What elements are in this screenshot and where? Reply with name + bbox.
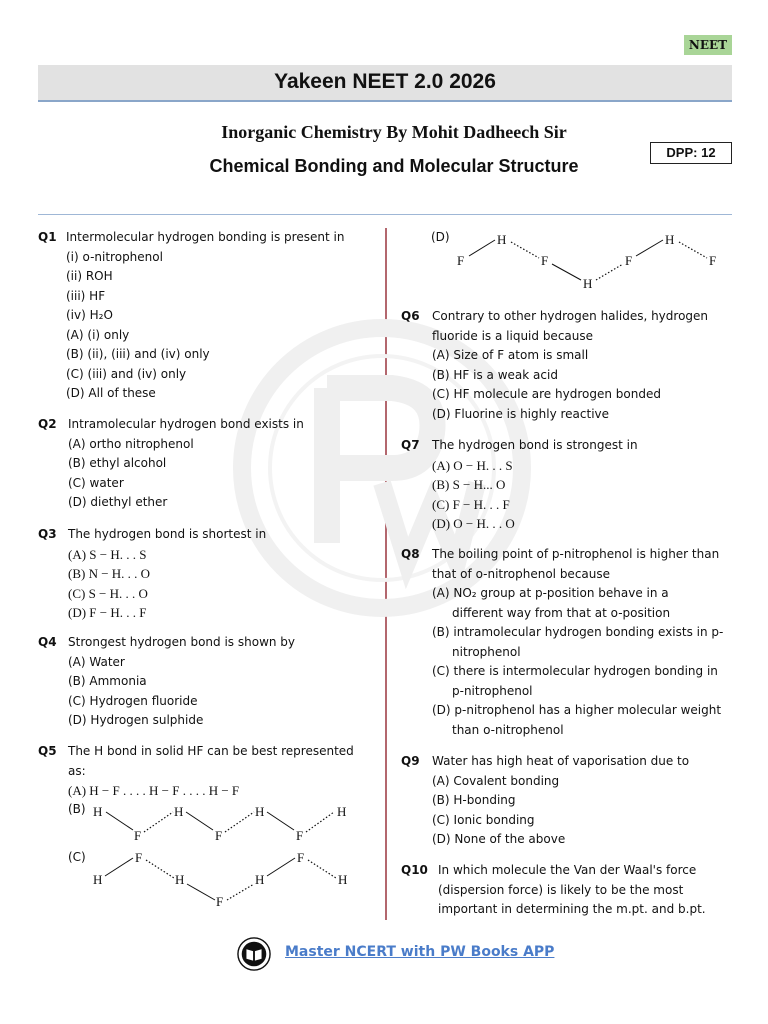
atom-f: F [625,253,633,268]
option-a: (A) S − H. . . S [68,546,147,562]
question-4 [38,633,378,733]
option-b: (B) intramolecular hydrogen bonding exists in p- [432,625,724,639]
question-6 [401,307,736,421]
list-item: (i) o-nitrophenol [66,249,163,264]
list-item: (iv) H₂O [66,308,113,322]
question-number: Q7 [401,438,420,452]
question-stem-cont: important in determining the m.pt. and b.pt. [438,902,706,916]
question-stem: The H bond in solid HF can be best represented [68,744,354,758]
option-a-cont: different way from that at o-position [452,605,671,620]
option-a: (A) (i) only [66,327,130,342]
question-stem: In which molecule the Van der Waal's force [438,863,697,877]
question-stem: Intramolecular hydrogen bond exists in [68,417,304,431]
option-b: (B) S − H... O [432,477,506,492]
subject-heading: Inorganic Chemistry By Mohit Dadheech Sir [221,122,567,142]
option-b: (B) ethyl alcohol [68,456,167,470]
option-d: (D) Fluorine is highly reactive [432,406,610,421]
option-b-label: (B) [68,802,86,816]
question-stem: Water has high heat of vaporisation due to [432,754,690,768]
question-stem: The hydrogen bond is strongest in [432,438,638,452]
atom-h: H [255,872,265,887]
question-10 [401,861,736,921]
option-c: (C) HF molecule are hydrogen bonded [432,387,661,401]
atom-f: F [215,828,223,843]
option-a: (A) Water [68,654,125,669]
option-c-cont: p-nitrophenol [452,683,533,698]
dpp-label: DPP: 12 [650,142,732,164]
question-number: Q2 [38,417,57,431]
option-b: (B) HF is a weak acid [432,367,558,382]
question-number: Q3 [38,527,57,541]
hf-chain-structure-d [455,228,725,293]
option-a: (A) ortho nitrophenol [68,436,194,451]
hf-chain-structure-b [88,798,358,843]
question-7 [401,436,736,536]
option-d: (D) p-nitrophenol has a higher molecular weight [432,703,722,717]
atom-h: H [337,804,347,819]
option-c: (C) Ionic bonding [432,812,535,827]
option-d: (D) All of these [66,386,156,400]
question-stem: The hydrogen bond is shortest in [68,527,267,541]
atom-f: F [297,850,305,865]
option-c: (C) water [68,475,124,490]
question-stem: Strongest hydrogen bond is shown by [68,635,296,649]
question-9 [401,752,736,852]
question-stem: Contrary to other hydrogen halides, hydrogen [432,309,709,323]
hf-chain-structure-c [88,846,358,911]
atom-f: F [134,828,142,843]
question-2 [38,415,378,515]
question-number: Q4 [38,635,57,649]
question-number: Q6 [401,309,420,323]
atom-f: F [457,253,465,268]
question-stem-cont: (dispersion force) is likely to be the most [438,882,684,897]
question-stem-cont: as: [68,763,86,778]
question-8 [401,545,736,745]
option-a: (A) NO₂ group at p-position behave in a [432,586,669,600]
question-number: Q9 [401,754,420,768]
option-d: (D) diethyl ether [68,495,168,509]
page-title: Yakeen NEET 2.0 2026 [38,65,732,102]
header-divider [38,214,732,215]
option-a: (A) Covalent bonding [432,773,560,788]
chapter-heading: Chemical Bonding and Molecular Structure [209,156,579,176]
option-c-label: (C) [68,850,86,864]
atom-h: H [174,804,184,819]
atom-h: H [175,872,185,887]
atom-h: H [93,804,103,819]
atom-h: H [665,232,675,247]
option-d-label: (D) [431,230,450,244]
question-3 [38,525,378,625]
option-d-cont: than o-nitrophenol [452,722,564,737]
option-c: (C) S − H. . . O [68,585,148,601]
atom-f: F [296,828,304,843]
question-number: Q1 [38,230,57,244]
atom-h: H [255,804,265,819]
atom-f: F [541,253,549,268]
option-d: (D) O − H. . . O [432,516,515,531]
option-b: (B) H-bonding [432,793,516,807]
option-b-cont: nitrophenol [452,644,521,659]
option-b: (B) (ii), (iii) and (iv) only [66,347,210,361]
question-number: Q5 [38,744,57,758]
question-1 [38,228,378,408]
question-number: Q8 [401,547,420,561]
list-item: (iii) HF [66,288,106,303]
atom-h: H [583,276,593,291]
option-a: (A) H − F . . . . H − F . . . . H − F [68,783,240,798]
option-b: (B) Ammonia [68,674,147,688]
option-d: (D) Hydrogen sulphide [68,713,204,727]
question-stem-cont: fluoride is a liquid because [432,328,594,343]
atom-f: F [709,253,717,268]
pw-books-app-link[interactable]: Master NCERT with PW Books APP [285,944,555,960]
exam-badge: NEET [684,35,732,55]
atom-f: F [216,894,224,909]
atom-h: H [497,232,507,247]
atom-h: H [93,872,103,887]
atom-h: H [338,872,348,887]
option-a: (A) Size of F atom is small [432,348,589,362]
option-b: (B) N − H. . . O [68,566,151,581]
question-stem: The boiling point of p-nitrophenol is higher than [432,547,720,561]
question-number: Q10 [401,863,428,877]
atom-f: F [135,850,143,865]
option-d: (D) None of the above [432,832,566,846]
list-item: (ii) ROH [66,269,113,283]
question-stem-cont: that of o-nitrophenol because [432,566,611,581]
option-c: (C) (iii) and (iv) only [66,366,187,381]
option-a: (A) O − H. . . S [432,457,513,473]
question-stem: Intermolecular hydrogen bonding is present in [66,230,345,244]
option-c: (C) Hydrogen fluoride [68,693,198,708]
option-c: (C) there is intermolecular hydrogen bonding in [432,664,718,678]
option-d: (D) F − H. . . F [68,605,147,620]
pw-books-icon [236,937,272,971]
option-c: (C) F − H. . . F [432,496,510,512]
